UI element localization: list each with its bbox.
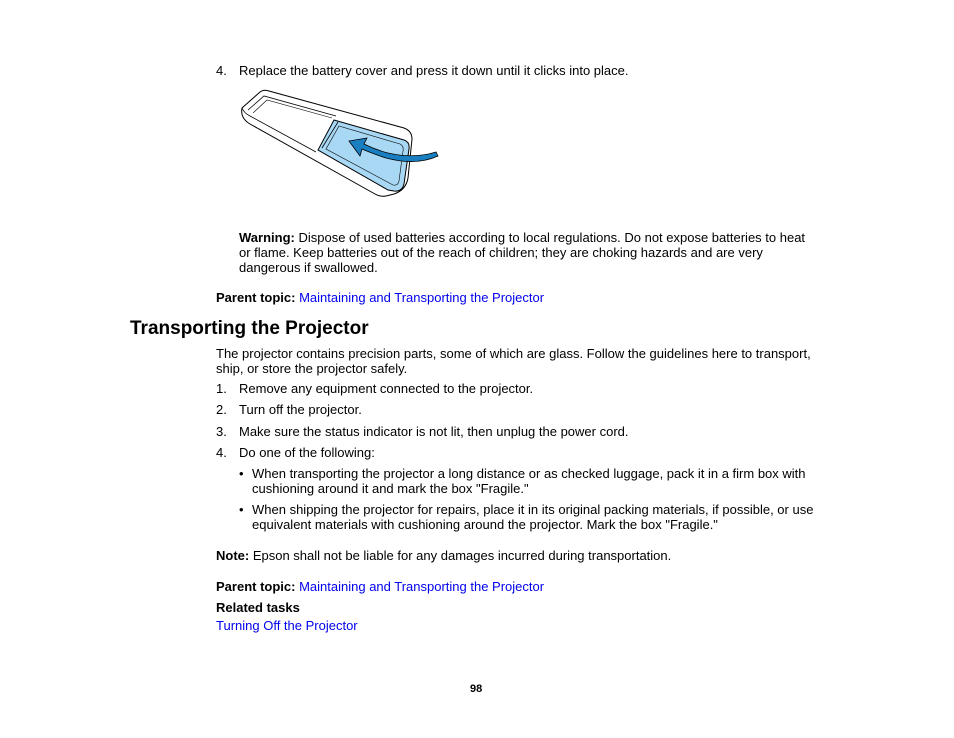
section-intro xyxy=(216,346,836,376)
step-text: Do one of the following: xyxy=(239,445,375,460)
parent-topic-link[interactable]: Maintaining and Transporting the Projector xyxy=(299,290,545,305)
step-text: Make sure the status indicator is not lit, then unplug the power cord. xyxy=(239,424,629,439)
warning-text-1: Dispose of used batteries according to local regulations. Do not expose batteries to heat xyxy=(294,230,806,245)
step-text: Replace the battery cover and press it down until it clicks into place. xyxy=(239,63,629,78)
warning-label: Warning: xyxy=(239,230,295,245)
step-number: 3. xyxy=(216,424,227,439)
parent-topic xyxy=(216,290,544,305)
bullet-symbol: • xyxy=(239,502,244,517)
intro-line-1: The projector contains precision parts, some of which are glass. Follow the guidelines here to transport, xyxy=(216,346,811,361)
related-tasks-label: Related tasks xyxy=(216,600,300,615)
note-label: Note: xyxy=(216,548,250,563)
bullet-line-2: equivalent materials with cushioning around the projector. Mark the box "Fragile." xyxy=(252,517,718,532)
note-text: Epson shall not be liable for any damages incurred during transportation. xyxy=(249,548,672,563)
remote-battery-cover-icon xyxy=(236,86,446,198)
parent-topic-link[interactable]: Maintaining and Transporting the Projector xyxy=(299,579,545,594)
step-number: 1. xyxy=(216,381,227,396)
bullet-line-1: When transporting the projector a long distance or as checked luggage, pack it in a firm box with xyxy=(252,466,806,481)
step-number: 4. xyxy=(216,63,227,78)
list-item xyxy=(252,502,842,532)
note-block xyxy=(216,548,671,563)
bullet-line-2: cushioning around it and mark the box "Fragile." xyxy=(252,481,529,496)
warning-text-2: or flame. Keep batteries out of the reach of children; they are choking hazards and are very xyxy=(239,245,763,260)
warning-text-3: dangerous if swallowed. xyxy=(239,260,378,275)
step-number: 2. xyxy=(216,402,227,417)
related-task-link[interactable]: Turning Off the Projector xyxy=(216,618,358,633)
parent-topic-label: Parent topic: xyxy=(216,290,296,305)
parent-topic-label: Parent topic: xyxy=(216,579,296,594)
step-number: 4. xyxy=(216,445,227,460)
warning-block xyxy=(239,230,839,275)
bullet-line-1: When shipping the projector for repairs, place it in its original packing materials, if possible, or use xyxy=(252,502,814,517)
parent-topic xyxy=(216,579,544,594)
bullet-symbol: • xyxy=(239,466,244,481)
section-title: Transporting the Projector xyxy=(130,318,369,339)
list-item xyxy=(252,466,842,496)
step-text: Remove any equipment connected to the projector. xyxy=(239,381,534,396)
step-text: Turn off the projector. xyxy=(239,402,362,417)
intro-line-2: ship, or store the projector safely. xyxy=(216,361,408,376)
page-number: 98 xyxy=(470,683,483,695)
